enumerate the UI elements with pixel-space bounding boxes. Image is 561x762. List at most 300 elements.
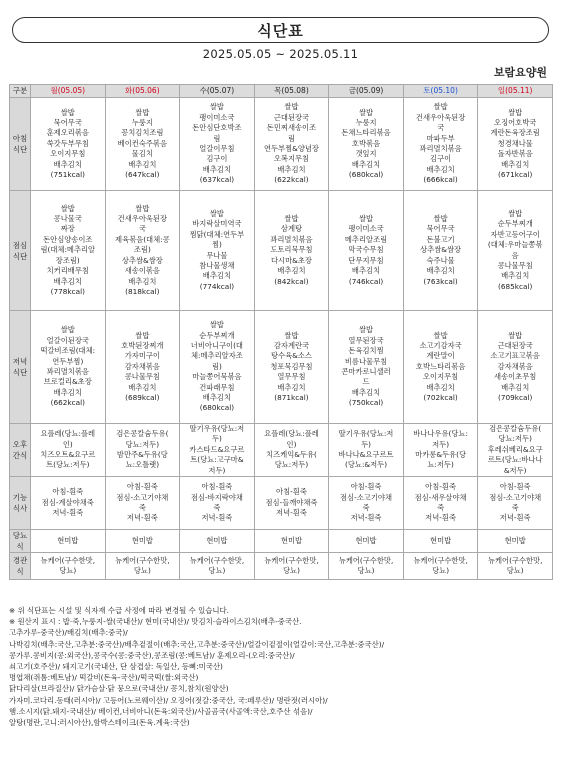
menu-cell bbox=[254, 424, 329, 477]
menu-item: 바지락살미역국 bbox=[192, 219, 242, 229]
menu-item: 얼갈이된장국 bbox=[46, 335, 89, 345]
menu-item: 두) bbox=[211, 434, 222, 444]
menu-item: 쌀밥 bbox=[135, 203, 150, 213]
menu-item: 현미밥 bbox=[57, 535, 79, 545]
menu-item: 당뇨) bbox=[208, 566, 226, 576]
menu-item: 뉴케어(구수한맛, bbox=[264, 555, 319, 565]
menu-item: 새송이초무침 bbox=[494, 372, 537, 382]
menu-item: 청포묵김무침 bbox=[270, 361, 313, 371]
menu-item: (680kcal) bbox=[348, 170, 384, 180]
menu-item: 쌀밥 bbox=[209, 208, 224, 218]
note-line: 쇠고기(호주산)/ 돼지고기(국내산, 단 삼겹살: 독일산, 등뼈:미국산) bbox=[9, 662, 223, 672]
menu-item: 림 bbox=[213, 133, 221, 143]
menu-item: 배추김치 bbox=[501, 382, 530, 392]
menu-item: (778kcal) bbox=[50, 286, 85, 296]
menu-item: 메추리알조림 bbox=[344, 234, 388, 244]
menu-item: 당뇨) bbox=[282, 566, 300, 576]
menu-item: 죽 bbox=[511, 503, 519, 513]
row-header bbox=[10, 553, 31, 580]
menu-cell bbox=[31, 477, 106, 530]
menu-cell bbox=[180, 477, 255, 530]
day-header: 토(05.10) bbox=[403, 85, 478, 98]
menu-item: 소고기표고볶음 bbox=[490, 351, 540, 361]
menu-item: 마파두부 bbox=[426, 133, 455, 143]
menu-item: 베이컨숙주볶음 bbox=[117, 138, 168, 148]
note-line: 닭다리살(브라질산)/ 닭가슴살·닭 뭉으로(국내산)/ 꽁치,참치(원양산) bbox=[9, 684, 229, 694]
menu-item: 콩나물무침 bbox=[497, 260, 533, 270]
menu-item: 배추김치 bbox=[277, 382, 306, 392]
menu-cell bbox=[31, 311, 106, 424]
menu-item: 죽 bbox=[437, 503, 445, 513]
menu-item: 뉴케어(구수한맛, bbox=[115, 555, 170, 565]
menu-cell bbox=[254, 553, 329, 580]
menu-item: 저녁-흰죽 bbox=[425, 513, 456, 523]
menu-item: 묵어무국 bbox=[426, 224, 455, 234]
menu-item: (746kcal) bbox=[348, 276, 384, 286]
menu-item: 김구이 bbox=[430, 154, 452, 164]
menu-item: 계란말이 bbox=[426, 351, 455, 361]
row-header bbox=[10, 311, 31, 424]
menu-cell bbox=[105, 191, 180, 311]
menu-item: 쌀밥 bbox=[358, 214, 374, 224]
menu-item: (709kcal) bbox=[498, 393, 533, 403]
menu-item: 당뇨) bbox=[357, 566, 375, 576]
menu-cell bbox=[180, 98, 255, 191]
menu-item: 점심-새우살야채 bbox=[414, 492, 467, 502]
row-header bbox=[10, 530, 31, 553]
menu-cell bbox=[329, 553, 404, 580]
menu-item: 제육볶음(대체:콩 bbox=[115, 234, 170, 244]
menu-cell bbox=[403, 553, 478, 580]
menu-cell bbox=[478, 424, 553, 477]
menu-cell bbox=[105, 311, 180, 424]
menu-cell bbox=[254, 98, 329, 191]
menu-row bbox=[10, 311, 553, 424]
menu-item: 뉴케어(구수한맛, bbox=[487, 555, 543, 565]
menu-cell bbox=[403, 98, 478, 191]
menu-item: 뉴케어(구수한맛, bbox=[338, 555, 394, 565]
menu-table-body bbox=[10, 98, 553, 580]
note-line: 햄.소시지(닭.돼지-국내산)/ 베이컨,너비아니(돈육:외국산)/사골곰국(사골액:국산,호주산 섞음)/ bbox=[9, 706, 313, 716]
menu-item: 배추김치 bbox=[351, 266, 381, 276]
note-line: 가자미.코다리.동태(러시아)/ 고등어(노르웨이산)/ 오징어(젓갈:중국산, 국:페루산)/ 명란젓(러시아)/ bbox=[9, 695, 328, 705]
menu-item: (당뇨:&저두) bbox=[345, 460, 388, 470]
menu-item: &저두) bbox=[503, 465, 527, 475]
menu-item: 삼계탕 bbox=[280, 224, 303, 234]
menu-item: 배추김치 bbox=[277, 164, 306, 174]
menu-item: 인) bbox=[62, 439, 73, 449]
menu-cell bbox=[105, 530, 180, 553]
menu-item: 자반고등어구이 bbox=[490, 229, 540, 239]
menu-item: 저녁-흰죽 bbox=[499, 513, 531, 523]
menu-item: 계란돈육장조림 bbox=[490, 128, 540, 138]
note-line: 고추가루-중국산)/배김치(배추:중국)/ bbox=[9, 628, 128, 638]
menu-item: 배추김치 bbox=[501, 271, 530, 281]
menu-item: (666kcal) bbox=[423, 175, 458, 185]
menu-item: 돈육김치찜 bbox=[348, 346, 384, 356]
menu-cell bbox=[478, 311, 553, 424]
menu-item: 바나나우유(당뇨: bbox=[413, 429, 468, 439]
menu-item: 저녁-흰죽 bbox=[276, 508, 307, 518]
menu-item: 점심-소고기야채 bbox=[340, 492, 393, 502]
row-header-text: 식단 bbox=[12, 145, 28, 154]
menu-cell bbox=[254, 477, 329, 530]
menu-item: 건새우아욱된장 bbox=[117, 214, 168, 224]
menu-item: 물김치 bbox=[131, 149, 153, 159]
corner-header: 구분 bbox=[10, 85, 31, 98]
menu-cell bbox=[31, 424, 106, 477]
menu-item: 쑥갓두부무침 bbox=[46, 138, 89, 148]
note-line: 명엽채(쥐톰:베트남)/ 떡갈비(돈육-국산)/떡국떡(쌀:외국산) bbox=[9, 673, 199, 683]
menu-item: 밤만주&두유(당 bbox=[116, 450, 168, 460]
menu-item: 딸기우유(당뇨:저 bbox=[338, 429, 394, 439]
menu-item: 감자채볶음 bbox=[124, 361, 160, 371]
menu-item: 무나물 bbox=[206, 250, 228, 260]
menu-item: 쌀밥 bbox=[284, 330, 299, 340]
menu-item: 두) bbox=[361, 439, 371, 449]
menu-cell bbox=[329, 530, 404, 553]
menu-cell bbox=[478, 477, 553, 530]
menu-item: 배추김치 bbox=[202, 271, 231, 281]
menu-item: (680kcal) bbox=[199, 403, 235, 413]
menu-item: 뇨:저두) bbox=[427, 460, 454, 470]
menu-item: 팽이미소국 bbox=[348, 224, 384, 234]
row-header-text: 아침 bbox=[12, 134, 28, 143]
menu-item: 숙주나물 bbox=[426, 255, 455, 265]
menu-cell bbox=[254, 311, 329, 424]
menu-item: 연두부찜) bbox=[52, 356, 84, 366]
menu-item: 돈불고기 bbox=[426, 234, 455, 244]
menu-item: 배추김치 bbox=[501, 159, 530, 169]
menu-item: 점심-들깨야채죽 bbox=[265, 497, 318, 507]
day-header-row bbox=[10, 85, 553, 98]
menu-cell bbox=[478, 191, 553, 311]
menu-item: 순두부찌개 bbox=[199, 330, 235, 340]
menu-item: 새송이볶음 bbox=[124, 266, 160, 276]
menu-item: 체:메추리알자조 bbox=[191, 351, 243, 361]
menu-item: 현미밥 bbox=[131, 535, 153, 545]
menu-row bbox=[10, 530, 553, 553]
menu-item: 림(대체:메추리알 bbox=[40, 245, 96, 255]
menu-cell bbox=[105, 477, 180, 530]
menu-cell bbox=[403, 477, 478, 530]
menu-item: 저녁-흰죽 bbox=[201, 513, 233, 523]
day-header: 일(05.11) bbox=[478, 85, 553, 98]
menu-item: 쌀밥 bbox=[135, 107, 150, 117]
menu-item: 배추김치 bbox=[53, 159, 82, 169]
menu-item: 찜닭(대체:연두부 bbox=[189, 229, 245, 239]
menu-cell bbox=[105, 98, 180, 191]
menu-cell bbox=[329, 311, 404, 424]
menu-row bbox=[10, 191, 553, 311]
menu-item: 쌀밥 bbox=[358, 325, 374, 335]
menu-item: 배추김치 bbox=[351, 159, 381, 169]
menu-item: 뉴케어(구수한맛, bbox=[189, 555, 245, 565]
menu-item: 열무무침 bbox=[277, 372, 306, 382]
menu-title-banner bbox=[12, 17, 549, 43]
menu-item: 쌀밥 bbox=[60, 107, 75, 117]
menu-item: 짜장 bbox=[60, 224, 75, 234]
menu-item: 쌀밥 bbox=[60, 325, 75, 335]
menu-item: 저두) bbox=[208, 465, 226, 475]
menu-item: 쌀밥 bbox=[284, 102, 299, 112]
menu-item: 쌀밥 bbox=[209, 102, 224, 112]
menu-item: 트(당뇨:고구마& bbox=[190, 455, 244, 465]
menu-item: 검은콩칼슘두유( bbox=[489, 424, 542, 433]
menu-item: 오징어호박국 bbox=[494, 117, 537, 127]
menu-item: 당뇨) bbox=[506, 566, 524, 576]
menu-item: 치즈오트&요구르 bbox=[40, 450, 96, 460]
menu-cell bbox=[31, 553, 106, 580]
menu-item: 쌀밥 bbox=[433, 330, 448, 340]
menu-item: 아침-흰죽 bbox=[276, 487, 307, 497]
menu-item: 배추김치 bbox=[128, 276, 157, 286]
menu-cell bbox=[180, 424, 255, 477]
menu-item: 현미밥 bbox=[504, 535, 526, 545]
menu-item: 당뇨) bbox=[432, 566, 450, 576]
menu-item: 김구이 bbox=[206, 154, 228, 164]
menu-item: 근대된장국 bbox=[497, 340, 533, 350]
date-range: 2025.05.05 ~ 2025.05.11 bbox=[202, 47, 359, 61]
menu-item: 누룽지 bbox=[355, 117, 377, 127]
menu-item: (750kcal) bbox=[348, 398, 384, 408]
menu-item: 쌀밥 bbox=[60, 203, 75, 213]
menu-item: (871kcal) bbox=[274, 393, 309, 403]
menu-item: 아침-흰죽 bbox=[425, 482, 456, 492]
menu-item: 드 bbox=[362, 377, 370, 387]
menu-item: (842kcal) bbox=[274, 276, 309, 286]
menu-item: 브로컬리&초장 bbox=[43, 377, 92, 387]
row-header-text: 식 bbox=[16, 567, 24, 577]
menu-row bbox=[10, 553, 553, 580]
menu-item: 치즈케익&두유( bbox=[266, 450, 317, 460]
menu-item: 후레쉬베리&요구 bbox=[487, 444, 543, 454]
menu-item: 순두부찌개 bbox=[497, 219, 533, 229]
menu-item: 요플레(당뇨:플레 bbox=[264, 429, 319, 439]
menu-cell bbox=[478, 553, 553, 580]
menu-item: 저두) bbox=[432, 439, 450, 449]
weekly-menu-table bbox=[9, 84, 553, 580]
row-header bbox=[10, 191, 31, 311]
menu-item: 콘마카로니샐러 bbox=[341, 367, 391, 376]
menu-item: 국 bbox=[138, 224, 146, 234]
menu-item: 누룽지 bbox=[131, 117, 153, 127]
menu-cell bbox=[329, 98, 404, 191]
menu-item: 돈안심단호박조 bbox=[192, 123, 242, 133]
menu-cell bbox=[180, 553, 255, 580]
menu-item: 쌀밥 bbox=[508, 107, 523, 117]
menu-item: 탕수육&소스 bbox=[271, 351, 312, 361]
menu-item: (702kcal) bbox=[423, 393, 458, 403]
menu-item: 저녁-흰죽 bbox=[350, 513, 382, 523]
menu-item: 뉴케어(구수한맛, bbox=[413, 555, 468, 565]
menu-cell bbox=[31, 98, 106, 191]
menu-item: 오이지무침 bbox=[50, 149, 86, 159]
menu-item: 아침-흰죽 bbox=[126, 482, 158, 492]
note-line: 나박김치(배추:국산,고추분:중국산)/배추겉절이(배추:국산,고추분:중국산)/얼갈이겉절이(얼갈이:국산,고추분:중국산)/ bbox=[9, 639, 385, 649]
menu-item: (대체:우마늘쫑볶 bbox=[487, 240, 543, 250]
menu-cell bbox=[31, 530, 106, 553]
menu-item: 아침-흰죽 bbox=[350, 482, 382, 492]
menu-item: (671kcal) bbox=[498, 170, 533, 180]
menu-item: 마카롱&두유(당 bbox=[415, 450, 467, 460]
row-header-text: 간식 bbox=[12, 451, 28, 461]
menu-item: 뉴케어(구수한맛, bbox=[40, 555, 96, 565]
menu-item: 건새우아욱된장 bbox=[415, 112, 466, 122]
menu-item: 르트(당뇨:바나나 bbox=[487, 455, 543, 465]
row-header-text: 식단 bbox=[12, 368, 28, 377]
menu-cell bbox=[403, 530, 478, 553]
menu-cell bbox=[403, 191, 478, 311]
menu-item: 배추김치 bbox=[128, 159, 157, 169]
menu-item: (647kcal) bbox=[125, 170, 160, 180]
menu-item: (689kcal) bbox=[125, 393, 160, 403]
menu-item: 카스타드&요구르 bbox=[189, 444, 245, 454]
menu-item: 소고기감자국 bbox=[419, 340, 462, 350]
menu-item: 훈제오리볶음 bbox=[46, 128, 89, 138]
menu-item: 호박된장찌개 bbox=[121, 340, 164, 350]
menu-cell bbox=[329, 424, 404, 477]
menu-item: 당뇨:저두) bbox=[125, 439, 160, 449]
menu-cell bbox=[329, 191, 404, 311]
menu-item: 감자계란국 bbox=[273, 340, 310, 350]
menu-item: (685kcal) bbox=[498, 281, 533, 291]
row-header bbox=[10, 424, 31, 477]
row-header bbox=[10, 477, 31, 530]
menu-cell bbox=[180, 191, 255, 311]
menu-item: 치커리배무침 bbox=[46, 266, 89, 276]
menu-cell bbox=[254, 191, 329, 311]
menu-item: 점심-계살야채죽 bbox=[41, 497, 94, 507]
menu-item: 장조림) bbox=[55, 255, 80, 265]
note-line: 알탕(명란,고니:러시아산),함박스테이크(돈육.계육:국산) bbox=[9, 718, 190, 728]
menu-cell bbox=[478, 98, 553, 191]
menu-item: (637kcal) bbox=[199, 175, 235, 185]
menu-item: 배추김치 bbox=[426, 266, 455, 276]
menu-item: 너비아니구이(대 bbox=[190, 340, 243, 350]
day-header: 월(05.05) bbox=[31, 85, 106, 98]
menu-item: 마늘쫑어묵볶음 bbox=[192, 372, 242, 382]
menu-item: 뇨:오틀랫) bbox=[125, 460, 160, 470]
menu-item: 죽 bbox=[213, 503, 221, 513]
row-header-text: 당뇨 bbox=[12, 531, 28, 541]
menu-item: 쌀밥 bbox=[508, 330, 523, 340]
row-header-text: 식단 bbox=[12, 251, 28, 261]
menu-item: 조림) bbox=[133, 245, 151, 255]
menu-item: (818kcal) bbox=[125, 286, 160, 296]
menu-item: (763kcal) bbox=[423, 276, 458, 286]
menu-item: 돈채느타리볶음 bbox=[341, 128, 391, 138]
menu-item: 건파래무침 bbox=[199, 382, 235, 392]
menu-item: 돈안심양송이조 bbox=[43, 234, 93, 244]
row-header-text: 경관 bbox=[12, 556, 28, 566]
menu-item: 콩나물국 bbox=[53, 214, 82, 224]
menu-item: 쌀밥 bbox=[358, 107, 374, 117]
menu-item: 콩나물무침 bbox=[124, 372, 160, 382]
menu-cell bbox=[403, 311, 478, 424]
menu-item: 감자채볶음 bbox=[497, 361, 533, 371]
menu-item: 호박느타리볶음 bbox=[415, 361, 466, 371]
menu-item: 당뇨:저두) bbox=[274, 460, 309, 470]
menu-item: 얼갈이무침 bbox=[199, 144, 235, 153]
menu-item: 단무지무침 bbox=[348, 255, 384, 265]
facility-name: 보람요양원 bbox=[493, 66, 547, 79]
menu-item: 트(당뇨:저두) bbox=[46, 460, 90, 470]
menu-item: 근대된장국 bbox=[273, 112, 310, 122]
menu-item: 배추김치 bbox=[202, 393, 231, 403]
menu-item: 쌀밥 bbox=[135, 330, 150, 340]
menu-item: 현미밥 bbox=[355, 535, 377, 545]
menu-cell bbox=[105, 424, 180, 477]
menu-item: (751kcal) bbox=[50, 170, 85, 180]
menu-item: 묵어무국 bbox=[53, 117, 82, 127]
menu-item: (662kcal) bbox=[50, 398, 85, 408]
menu-item: 호박볶음 bbox=[351, 138, 381, 148]
menu-item: 꽈리멸치볶음 bbox=[46, 367, 89, 376]
menu-item: 현미밥 bbox=[206, 535, 228, 545]
menu-item: 딸기우유(당뇨:저 bbox=[189, 424, 245, 433]
menu-item: 점심-바지락야채 bbox=[190, 492, 243, 502]
menu-item: 인) bbox=[286, 439, 297, 449]
menu-item: 당뇨) bbox=[59, 566, 77, 576]
menu-row bbox=[10, 477, 553, 530]
menu-item: 쌀밥 bbox=[508, 208, 523, 218]
menu-item: 막국수무침 bbox=[348, 245, 384, 255]
note-line: 콩가루.콩비지(콩:외국산),콩국수(콩:중국산),콩조림(콩:베트남)/ 훈제오리-(오리:중국산)/ bbox=[9, 650, 295, 660]
menu-item: 검은콩칼슘두유( bbox=[116, 429, 169, 439]
menu-item: 떡갈비조림(대체: bbox=[40, 346, 96, 356]
menu-item: 갯잎지 bbox=[355, 149, 377, 159]
menu-item: 아침-흰죽 bbox=[499, 482, 531, 492]
menu-cell bbox=[329, 477, 404, 530]
menu-item: 상추쌈&쌈장 bbox=[121, 255, 163, 265]
menu-cell bbox=[180, 530, 255, 553]
menu-cell bbox=[254, 530, 329, 553]
menu-item: 배추김치 bbox=[202, 164, 231, 174]
menu-item: 돈민찌새송이조 bbox=[266, 123, 317, 133]
menu-item: 요플레(당뇨:플레 bbox=[40, 429, 96, 439]
menu-item: 림 bbox=[287, 133, 295, 143]
menu-item: 팽이미소국 bbox=[199, 112, 235, 122]
day-header: 화(05.06) bbox=[105, 85, 180, 98]
menu-item: 꽈리멸치볶음 bbox=[270, 234, 313, 244]
menu-item: 점심-소고기야채 bbox=[489, 492, 542, 502]
menu-item: 쌀밥 bbox=[433, 214, 448, 224]
menu-item: 당뇨) bbox=[133, 566, 151, 576]
menu-item: 배추김치 bbox=[53, 387, 82, 397]
menu-item: 현미밥 bbox=[430, 535, 452, 545]
menu-item: 쌀밥 bbox=[433, 102, 448, 112]
menu-item: 가자미구이 bbox=[124, 351, 160, 361]
menu-cell bbox=[31, 191, 106, 311]
note-line: ※ 원산지 표시 : 밥·죽,누룽지-쌀(국내산)/ 현미(국내산)/ 맛김치·슬라이스김치(배추-중국산. bbox=[9, 617, 302, 627]
menu-item: 당뇨:저두) bbox=[498, 434, 532, 444]
row-header-text: 식사 bbox=[12, 504, 28, 514]
menu-item: 도토리묵무침 bbox=[270, 245, 313, 255]
menu-item: 점심-소고기야채 bbox=[116, 492, 169, 502]
menu-item: 연두부찜&양념장 bbox=[263, 144, 319, 153]
menu-item: 참나물생채 bbox=[199, 260, 235, 270]
note-line: ※ 위 식단표는 시설 및 식자재 수급 사정에 따라 변경될 수 있습니다. bbox=[9, 606, 230, 615]
menu-cell bbox=[478, 530, 553, 553]
menu-item: 찜) bbox=[211, 240, 222, 250]
menu-item: 오이지무침 bbox=[422, 372, 459, 382]
menu-item: 아침-흰죽 bbox=[201, 482, 233, 492]
menu-item: 꽁치김치조림 bbox=[121, 128, 164, 138]
menu-item: (774kcal) bbox=[199, 281, 235, 291]
menu-item: 음 bbox=[511, 250, 519, 260]
menu-item: 비름나물무침 bbox=[344, 356, 388, 366]
